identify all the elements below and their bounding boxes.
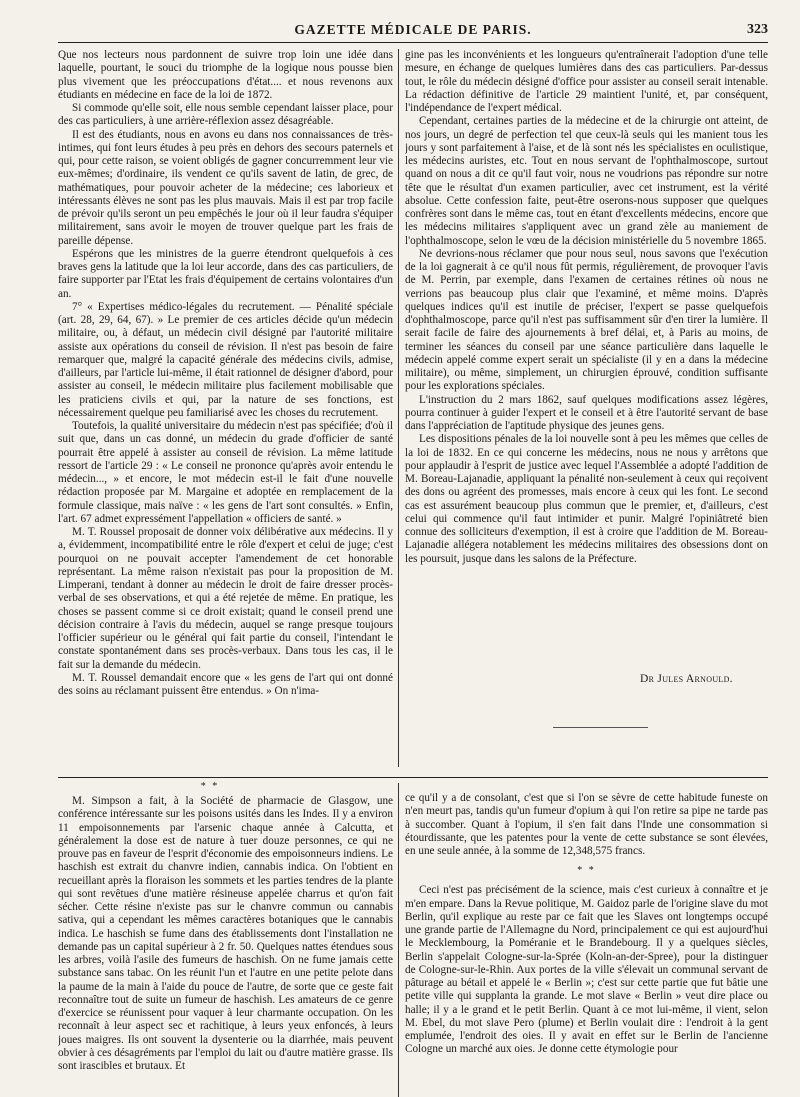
page-header (58, 22, 768, 43)
paragraph: Les dispositions pénales de la loi nouvelle sont à peu les mêmes que celles de la loi de 1832. En ce qui concerne les médecins, nous ne nous y arrêtons que pour applaudir à l'esprit de justice avec lequel l'Assemblée a adopté l'addition de M. Boreau-Lajanadie, appliquant la pénalité non-seulement à ceux qui reçoivent des dons ou agréent des promesses, mais encore à ceux qui les font. Le second cas est assurément beaucoup plus commun que le premier, et, d'ailleurs, c'est celui qui commence qu'il faut intimider et punir. Malgré l'opiniâtreté bien connue des solliciteurs d'exemption, il est à croire que l'addition de M. Boreau-Lajanadie allégera notablement les médecins militaires des obsessions dont on les poursuit, jusque dans les salons de la Préfecture. (405, 433, 768, 565)
paragraph: Il est des étudiants, nous en avons eu dans nos connaissances de très-intimes, qui font leurs études à peu près en dehors des secours paternels et qui, pour cette raison, se voient obligés de gagner concurremment leur vie eux-mêmes; d'ordinaire, ils vendent ce qu'ils savent de latin, de grec, de mathématiques, pour pouvoir acheter de la médecine; ces laborieux et intéressants élèves ne sont pas les plus mauvais. Mais il est par trop facile de prévoir qu'ils seront un peu empêchés le jour où il leur faudra s'équiper militairement, sans avoir le moyen de trouver quelque part les frais de pareille dépense. (58, 128, 393, 247)
paragraph: gine pas les inconvénients et les longueurs qu'entraînerait l'adoption d'une telle mesure, en échange de quelques lumières dans des cas particuliers. Par-dessus tout, le rôle du médecin désigné d'office pour assister au conseil serait intenable. La rédaction définitive de l'article 29 maintient l'unité, et, par conséquent, l'indépendance de l'expert médical. (405, 49, 768, 114)
paragraph: Ceci n'est pas précisément de la science, mais c'est curieux à connaître et je m'en empare. Dans la Revue politique, M. Gaidoz parle de l'origine slave du mot Berlin, qu'il explique au reste par ce fait que les Slaves ont longtemps occupé une grande partie de l'Allemagne du Nord, principalement ce qui est aujourd'hui le Mecklembourg, la Poméranie et le Brandebourg. Il y a quelques siècles, Berlin s'appelait Cologne-sur-la-Sprée (Koln-an-der-Spree), pour la distinguer de Cologne-sur-le-Rhin. Aux portes de la ville s'élevait un communal servant de pâturage au bétail et appelé le « Berlin »; c'est sur cette partie que fut bâtie une petite ville qui supplanta la grande. Le mot slave « Berlin » veut dire place ou halle; il y a le grand et le petit Berlin. Quant à ce mot lui-même, il vient, selon M. Ebel, du mot slave Pero (plume) et Berlin voulait dire : l'endroit à la gent emplumée, l'endroit des oies. Il y avait en effet sur le Berlin de l'ancienne Cologne un marché aux oies. Je donne cette étymologie pour (405, 884, 768, 1056)
column-divider-lower (398, 783, 399, 1097)
feuilleton-column-left (58, 795, 393, 1095)
section-stars-right: * * (577, 865, 596, 877)
paragraph: L'instruction du 2 mars 1862, sauf quelques modifications assez légères, pourra continuer à guider l'expert et le conseil et à être l'autorité servant de base dans l'appréciation de l'aptitude physique des jeunes gens. (405, 393, 768, 432)
paragraph: M. T. Roussel proposait de donner voix délibérative aux médecins. Il y a, évidemment, incompatibilité entre le rôle d'expert et celui de juge; c'est pourquoi on ne pouvait accepter l'amendement de cet honorable représentant. La même raison n'existait pas pour la proposition de M. Limperani, tendant à donner au médecin le droit de faire dresser procès-verbal de ses observations, et qui a été rejetée de même. En pratique, les choses se passent comme si ce droit existait; quand le conseil prend une décision contraire à l'avis du médecin, auquel se range presque toujours l'officier supérieur ou le général qui fait partie du conseil, l'intendant le constate spontanément dans ses procès-verbaux. Dans tous les cas, il le fait sur la demande du médecin. (58, 526, 393, 671)
paragraph: Que nos lecteurs nous pardonnent de suivre trop loin une idée dans laquelle, pourtant, le souci du triomphe de la logique nous pousse bien plus vivement que les préoccupations d'état.... et nous revenons aux étudiants en médecine en face de la loi de 1872. (58, 49, 393, 101)
paragraph: Toutefois, la qualité universitaire du médecin n'est pas spécifiée; d'où il suit que, dans un cas donné, un médecin du grade d'officier de santé pourrait être appelé à assister au conseil de révision. La même latitude ressort de l'article 29 : « Le conseil ne prononce qu'après avoir entendu le médecin..., » et encore, le mot médecin est-il le fait d'une nouvelle rédaction proposée par M. Margaine et adoptée en remplacement de la formule classique, mais naïve : « les gens de l'art sont consultés. » Enfin, l'art. 67 admet expressément l'appellation « officiers de santé. » (58, 420, 393, 525)
section-stars: * * (200, 781, 220, 792)
paragraph: Espérons que les ministres de la guerre étendront quelquefois à ces braves gens la latitude que la loi leur accorde, dans des cas particuliers, de faire supporter par l'Etat les frais d'équipement de certains volontaires d'un an. (58, 247, 393, 300)
paragraph: ce qu'il y a de consolant, c'est que si l'on se sèvre de cette habitude funeste on n'en meurt pas, tandis qu'un fumeur d'opium à qui l'on retire sa pipe ne tarde pas à succomber. Quant à l'opium, il s'en fait dans l'Inde une consommation si étourdissante, que les patentes pour la vente de cette substance se sont élevées, en une seule année, à la somme de 12,348,575 francs. (405, 792, 768, 857)
journal-title: GAZETTE MÉDICALE DE PARIS. (294, 22, 532, 37)
paragraph: M. Simpson a fait, à la Société de pharmacie de Glasgow, une conférence intéressante sur les poisons usités dans les Indes. Il y a environ 11 empoisonnements par l'arsenic chaque année à Calcutta, et généralement la dose est de nature à tuer douze personnes, ce qui ne prouve pas en faveur de l'esprit d'économie des empoisonneurs indiens. Le haschish est extrait du chanvre indien, cannabis indica. On l'obtient en recueillant après la floraison les sommets et les parties tendres de la plante qui sont revêtues d'une matière résineuse appelée charrus et qu'on fait sécher. Cette résine n'existe pas sur le chanvre commun ou cannabis sativa, qui a cependant les mêmes caractères botaniques que le cannabis indica. Le haschish se fume dans des établissements dont l'installation ne demande pas un capital supérieur à 2 fr. 50. Quelques nattes étendues sous les arbres, voilà l'asile des fumeurs de haschish. On ne fume jamais cette substance sans tabac. On les réunit l'un et l'autre en une petite pelote dans la paume de la main à l'aide du pouce de l'autre, de sorte que ce geste fait reconnaître tout de suite un fumeur de haschish. Les amateurs de ce genre d'exercice se réunissent pour vaquer à leur charmante occupation. On les reconnaît à leur aspect sec et rachitique, à leurs yeux enfoncés, à leurs joues maigres. Ils ont souvent la dysenterie ou la diarrhée, mais peuvent obvier à ces désagréments par l'emploi du lait ou d'autre matière grasse. Ils sont irascibles et brutaux. Et (58, 795, 393, 1072)
article-column-left (58, 49, 393, 767)
article-column-right (405, 49, 768, 709)
page-number: 323 (747, 22, 768, 37)
author-signature: Dr Jules Arnould. (640, 673, 733, 685)
end-rule (553, 727, 648, 728)
section-divider (58, 777, 768, 778)
paragraph: M. T. Roussel demandait encore que « les gens de l'art qui ont donné des soins au réclamant puissent être entendus. » On n'ima- (58, 671, 393, 697)
paragraph: Si commode qu'elle soit, elle nous semble cependant laisser place, pour des cas particuliers, à une arrière-réflexion assez désagréable. (58, 102, 393, 128)
paragraph: 7° « Expertises médico-légales du recrutement. — Pénalité spéciale (art. 28, 29, 64, 67). » Le premier de ces articles décide qu'un médecin militaire, ou, à défaut, un médecin civil désigné par l'autorité militaire assiste aux opérations du conseil de révision. Il n'est pas besoin de faire remarquer que, malgré la capacité générale des médecins civils, admise, d'ailleurs, par l'article lui-même, il était rationnel de désigner d'abord, pour assister au conseil, le médecin militaire plus facilement mobilisable que les praticiens civils et qui, par la nature de ses fonctions, est nécessairement quelque peu familiarisé avec les choses du recrutement. (58, 300, 393, 419)
paragraph: Ne devrions-nous réclamer que pour nous seul, nous savons que l'exécution de la loi gagnerait à ce qu'il nous fût permis, régulièrement, de provoquer l'avis de M. Perrin, par exemple, dans l'examen de certaines rétines où nous ne verrions pas beaucoup plus clair que l'examiné, et même moins. D'après quelques indices qu'il est inutile de préciser, l'expert se passe quelquefois d'ophthalmoscope, parce qu'il n'est pas suffisamment sûr d'en tirer la lumière. Il serait facile de faire des ajournements à bref délai, et, à Paris au moins, de terminer les séances du conseil par une séance particulière dans laquelle le médecin appelé comme expert serait un spécialiste (il y en a dans la médecine militaire), ou même, simplement, un chirurgien éprouvé, condition suffisante pour les explorations spéciales. (405, 247, 768, 393)
paragraph: Cependant, certaines parties de la médecine et de la chirurgie ont atteint, de nos jours, un degré de perfection tel que ceux-là seuls qui les manient tous les jours y sont parfaitement à l'aise, et de là sont nés les spécialistes en oculistique, les médecins auristes, etc. Tout en nous servant de l'ophthalmoscope, surtout quand on nous a dit ce qu'il faut voir, nous ne voudrions pas répondre sur notre tête que le résultat d'un examen particulier, avec cet instrument, est la vérité absolue. Cette confession faite, peut-être oserons-nous supposer que quelques confrères sont dans le même cas, tout en étant d'excellents médecins, encore que les médecins militaires s'appliquent avec un grand zèle au maniement de l'ophthalmoscope, selon le vœu de la décision ministérielle du 5 novembre 1865. (405, 115, 768, 247)
column-divider (398, 49, 399, 767)
feuilleton-column-right (405, 792, 768, 1097)
